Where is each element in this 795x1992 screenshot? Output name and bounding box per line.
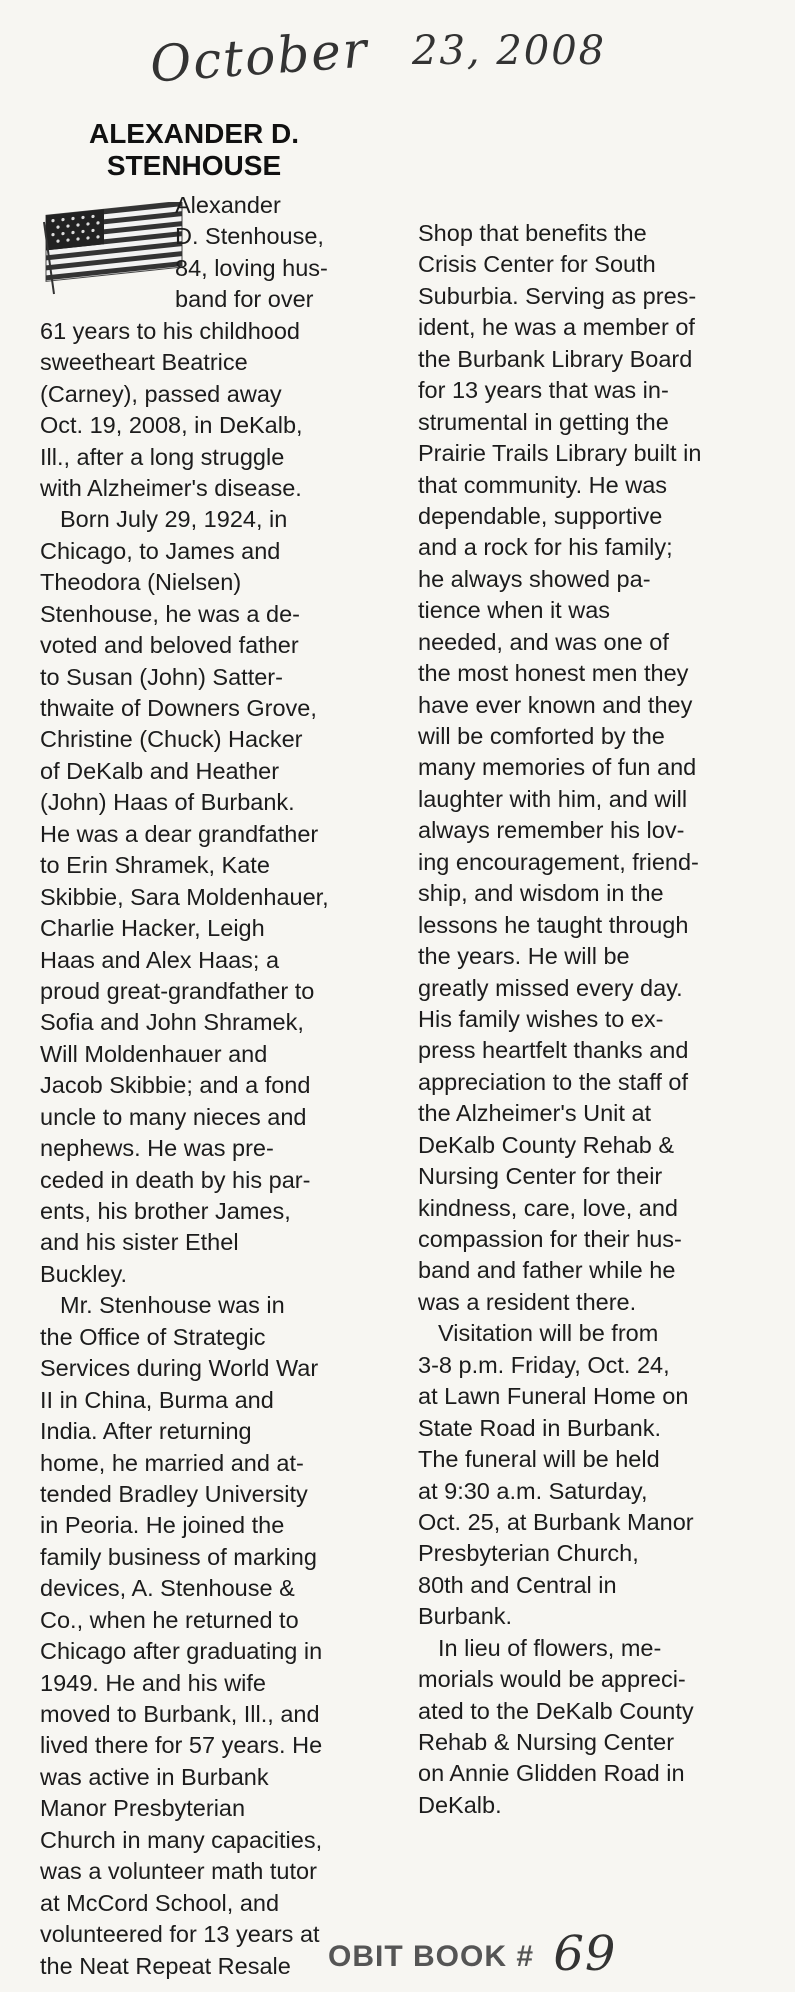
text-line: for 13 years that was in- [418, 377, 669, 404]
text-line: Suburbia. Serving as pres- [418, 282, 697, 309]
handwritten-day-year: 23, 2008 [412, 28, 607, 74]
text-line: the years. He will be [418, 943, 630, 970]
text-line: Stenhouse, he was a de- [40, 600, 300, 627]
text-line: Nursing Center for their [418, 1163, 663, 1190]
obituary-right-column [418, 218, 788, 1821]
text-line: sweetheart Beatrice [40, 349, 248, 376]
text-line: the most honest men they [418, 660, 689, 687]
text-line: The funeral will be held [418, 1446, 660, 1473]
text-line: 3-8 p.m. Friday, Oct. 24, [418, 1351, 670, 1378]
text-line: DeKalb County Rehab & [418, 1131, 675, 1158]
text-line: 1949. He and his wife [40, 1669, 267, 1696]
text-line: thwaite of Downers Grove, [40, 695, 317, 721]
text-line: strumental in getting the [418, 408, 669, 435]
text-line: Skibbie, Sara Moldenhauer, [40, 883, 329, 910]
text-line: Mr. Stenhouse was in [60, 1292, 285, 1319]
text-line: band for over [175, 286, 314, 313]
text-line: ing encouragement, friend- [418, 848, 699, 875]
text-line: Burbank. [418, 1603, 513, 1630]
text-line: State Road in Burbank. [418, 1414, 661, 1441]
text-line: II in China, Burma and [40, 1386, 274, 1413]
text-line: press heartfelt thanks and [418, 1037, 689, 1064]
text-line: Born July 29, 1924, in [60, 506, 288, 533]
text-line: with Alzheimer's disease. [40, 474, 302, 501]
text-line: Services during World War [40, 1355, 319, 1382]
text-line: Prairie Trails Library built in [418, 440, 702, 467]
text-line: ceded in death by his par- [40, 1166, 311, 1193]
text-line: Crisis Center for South [418, 251, 656, 278]
text-line: DeKalb. [418, 1791, 502, 1818]
text-line: ents, his brother James, [40, 1198, 291, 1224]
text-line: Shop that benefits the [418, 220, 647, 246]
text-line: on Annie Glidden Road in [418, 1760, 685, 1787]
text-line: needed, and was one of [418, 628, 669, 655]
text-line: was active in Burbank [40, 1763, 269, 1790]
text-line: lived there for 57 years. He [40, 1732, 323, 1759]
text-line: the Neat Repeat Resale [40, 1952, 291, 1979]
text-line: Charlie Hacker, Leigh [40, 915, 265, 942]
obit-book-text: OBIT BOOK # [328, 1940, 535, 1973]
text-line: 61 years to his childhood [40, 317, 300, 344]
text-line: ship, and wisdom in the [418, 880, 664, 907]
text-line: Oct. 19, 2008, in DeKalb, [40, 412, 303, 439]
text-line: lessons he taught through [418, 911, 689, 938]
text-line: the Alzheimer's Unit at [418, 1100, 652, 1127]
text-line: dependable, supportive [418, 502, 663, 529]
text-line: that community. He was [418, 471, 668, 498]
text-line: was a volunteer math tutor [40, 1858, 317, 1885]
text-line: 80th and Central in [418, 1571, 617, 1598]
text-line: Will Moldenhauer and [40, 1040, 268, 1067]
text-line: Haas and Alex Haas; a [40, 946, 280, 973]
obituary-headline-line2: STENHOUSE [106, 150, 282, 181]
text-line: tended Bradley University [40, 1480, 308, 1507]
text-line: of DeKalb and Heather [40, 757, 280, 784]
text-line: at 9:30 a.m. Saturday, [418, 1477, 648, 1504]
text-line: Rehab & Nursing Center [418, 1729, 675, 1755]
text-line: morials would be appreci- [418, 1666, 686, 1693]
text-line: band and father while he [418, 1257, 676, 1284]
text-line: have ever known and they [418, 691, 693, 718]
text-line: Oct. 25, at Burbank Manor [418, 1508, 694, 1535]
text-line: D. Stenhouse, [175, 223, 324, 250]
text-line: Christine (Chuck) Hacker [40, 726, 303, 753]
text-line: will be comforted by the [418, 723, 665, 749]
text-line: 84, loving hus- [175, 254, 328, 281]
text-line: His family wishes to ex- [418, 1005, 664, 1032]
text-line: to Susan (John) Satter- [40, 663, 283, 690]
text-line: at Lawn Funeral Home on [418, 1383, 689, 1410]
text-line: family business of marking [40, 1543, 317, 1570]
text-line: Church in many capacities, [40, 1826, 323, 1853]
obituary-headline-line1: ALEXANDER D. [88, 118, 299, 149]
text-line: moved to Burbank, Ill., and [40, 1701, 320, 1727]
text-line: greatly missed every day. [418, 974, 683, 1001]
text-line: to Erin Shramek, Kate [40, 852, 270, 879]
text-line: kindness, care, love, and [418, 1194, 678, 1221]
text-line: always remember his lov- [418, 817, 685, 844]
text-line: uncle to many nieces and [40, 1103, 307, 1130]
text-line: voted and beloved father [40, 632, 299, 659]
text-line: and a rock for his family; [418, 534, 673, 561]
text-line: Jacob Skibbie; and a fond [40, 1072, 311, 1099]
text-line: Co., when he returned to [40, 1606, 299, 1633]
obituary-left-column [40, 190, 410, 1982]
text-line: he always showed pa- [418, 565, 651, 592]
text-line: Sofia and John Shramek, [40, 1009, 304, 1036]
handwritten-month: October [148, 20, 371, 94]
text-line: in Peoria. He joined the [40, 1512, 285, 1539]
obit-book-label [328, 1922, 617, 1982]
text-line: tience when it was [418, 597, 611, 624]
text-line: India. After returning [40, 1418, 252, 1445]
text-line: Chicago after graduating in [40, 1638, 323, 1665]
text-line: Visitation will be from [438, 1320, 659, 1347]
text-line: Presbyterian Church, [418, 1540, 639, 1567]
text-line: home, he married and at- [40, 1449, 304, 1476]
text-line: and his sister Ethel [40, 1229, 239, 1256]
text-line: ident, he was a member of [418, 314, 695, 341]
text-line: He was a dear grandfather [40, 820, 319, 847]
text-line: at McCord School, and [40, 1889, 280, 1916]
text-line: Chicago, to James and [40, 537, 281, 564]
text-line: Alexander [175, 192, 281, 218]
text-line: appreciation to the staff of [418, 1068, 688, 1095]
text-line: Buckley. [40, 1260, 128, 1287]
text-line: Ill., after a long struggle [40, 443, 285, 470]
text-line: volunteered for 13 years at [40, 1921, 320, 1948]
text-line: laughter with him, and will [418, 785, 688, 812]
text-line: devices, A. Stenhouse & [40, 1575, 295, 1602]
text-line: ated to the DeKalb County [418, 1697, 694, 1724]
text-line: Theodora (Nielsen) [40, 569, 242, 596]
text-line: (John) Haas of Burbank. [40, 789, 295, 816]
text-line: compassion for their hus- [418, 1226, 682, 1252]
text-line: proud great-grandfather to [40, 977, 315, 1004]
text-line: was a resident there. [418, 1288, 637, 1315]
text-line: many memories of fun and [418, 754, 697, 781]
text-line: Manor Presbyterian [40, 1795, 246, 1822]
text-line: In lieu of flowers, me- [438, 1634, 662, 1661]
obit-book-number: 69 [553, 1926, 617, 1982]
text-line: the Office of Strategic [40, 1323, 266, 1350]
text-line: the Burbank Library Board [418, 345, 693, 372]
text-line: (Carney), passed away [40, 380, 282, 407]
text-line: nephews. He was pre- [40, 1135, 274, 1162]
